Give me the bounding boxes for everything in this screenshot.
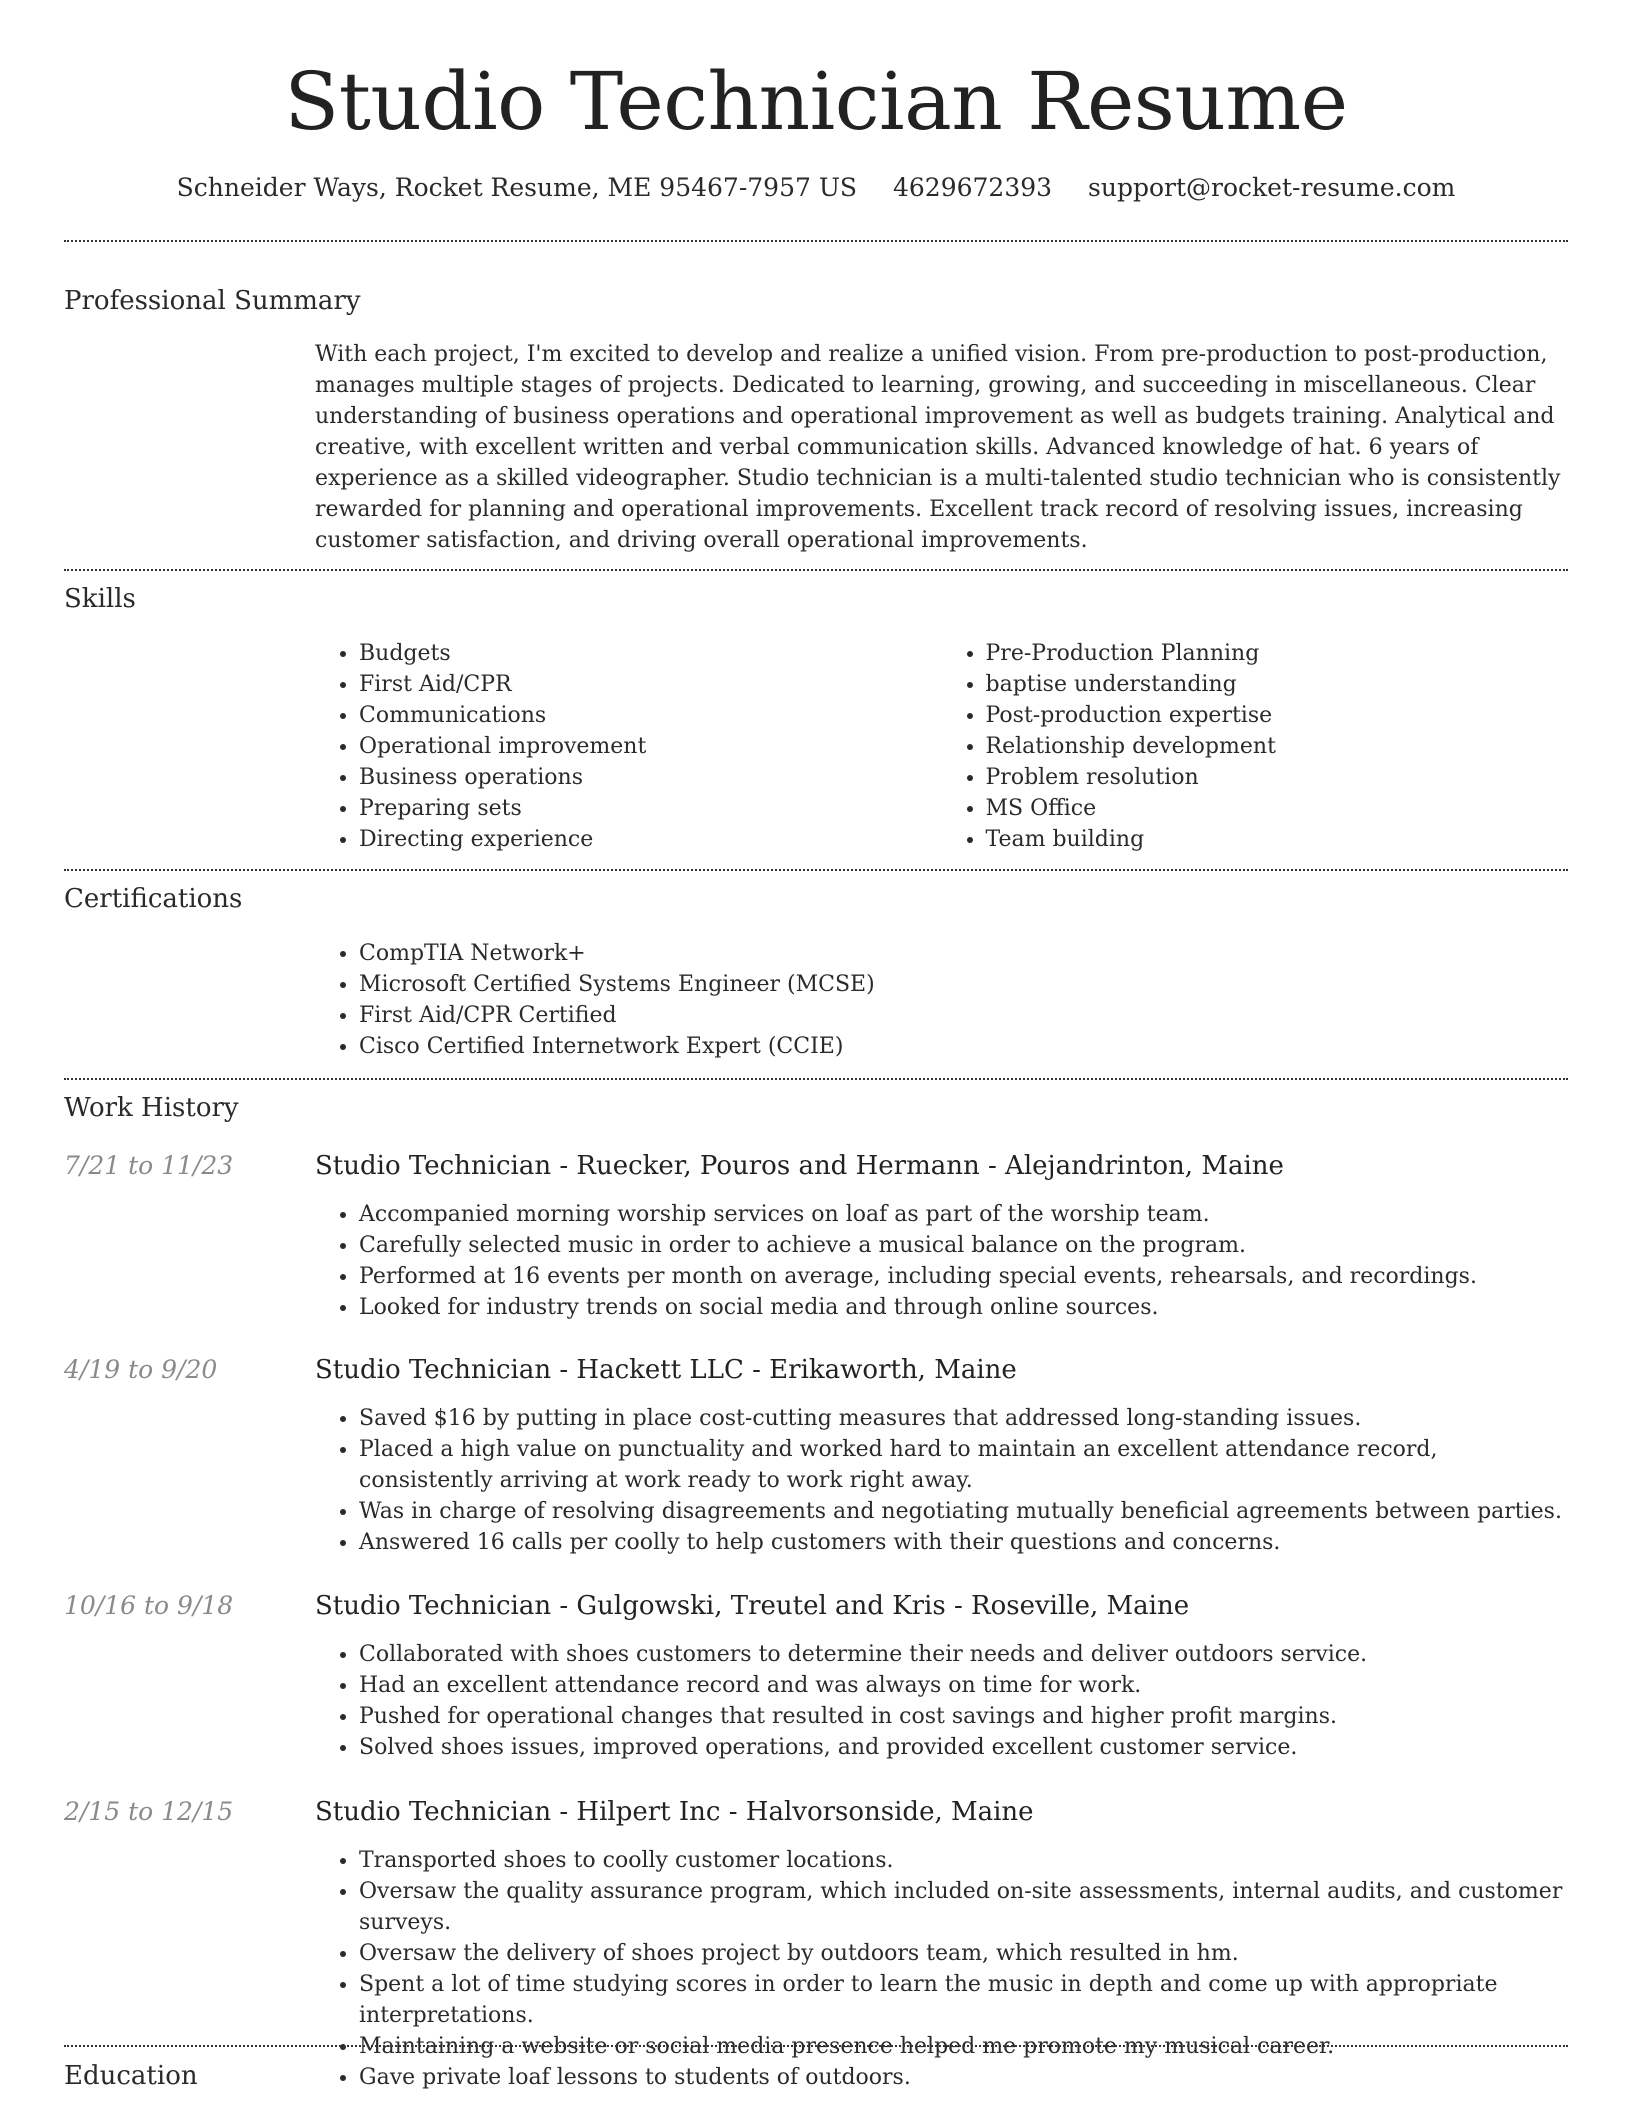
skill-item: • Preparing sets (359, 793, 942, 824)
job-duty-item: • Had an excellent attendance record and was always on time for work. (359, 1670, 1568, 1701)
skill-item: • Post-production expertise (986, 700, 1569, 731)
job-dates: 2/15 to 12/15 (64, 1797, 234, 1826)
divider (64, 240, 1568, 242)
job-duty-item: • Solved shoes issues, improved operations, and provided excellent customer service. (359, 1732, 1568, 1763)
contact-email: support@rocket-resume.com (1088, 173, 1456, 202)
job-duty-item: • Performed at 16 events per month on average, including special events, rehearsals, and recordings. (359, 1261, 1568, 1292)
contact-phone: 4629672393 (893, 173, 1053, 202)
skill-item: • Problem resolution (986, 762, 1569, 793)
section-title-certifications: Certifications (64, 884, 243, 914)
job-duty-item: • Pushed for operational changes that resulted in cost savings and higher profit margins. (359, 1701, 1568, 1732)
job-title: Studio Technician - Ruecker, Pouros and Hermann - Alejandrinton, Maine (315, 1151, 1284, 1181)
section-title-summary: Professional Summary (64, 286, 361, 316)
divider (64, 1078, 1568, 1080)
job-duties (315, 1199, 1568, 1323)
job-duty-item: • Collaborated with shoes customers to determine their needs and deliver outdoors service. (359, 1639, 1568, 1670)
job-duty-item: • Placed a high value on punctuality and worked hard to maintain an excellent attendance record, consistently arriving at work ready to work right away. (359, 1434, 1568, 1496)
skill-item: • Budgets (359, 638, 942, 669)
job-duties (315, 1639, 1568, 1763)
job-duty-item: • Was in charge of resolving disagreements and negotiating mutually beneficial agreements between parties. (359, 1496, 1568, 1527)
certifications-block (315, 938, 1568, 1062)
job-title: Studio Technician - Hilpert Inc - Halvorsonside, Maine (315, 1797, 1034, 1827)
skill-item: • MS Office (986, 793, 1569, 824)
skill-item: • Business operations (359, 762, 942, 793)
job-duties (315, 1403, 1568, 1558)
skill-item: • Operational improvement (359, 731, 942, 762)
job-duty-item: • Transported shoes to coolly customer locations. (359, 1845, 1568, 1876)
certification-item: • CompTIA Network+ (359, 938, 1568, 969)
certification-item: • Cisco Certified Internetwork Expert (CCIE) (359, 1031, 1568, 1062)
skills-list-right (942, 638, 1569, 855)
skill-item: • Communications (359, 700, 942, 731)
job-duty-item: • Answered 16 calls per coolly to help customers with their questions and concerns. (359, 1527, 1568, 1558)
skills-block (315, 638, 1568, 855)
job-duty-item: • Looked for industry trends on social media and through online sources. (359, 1292, 1568, 1323)
job-duty-item: • Carefully selected music in order to achieve a musical balance on the program. (359, 1230, 1568, 1261)
summary-text: With each project, I'm excited to develop and realize a unified vision. From pre-production to post-production, manages multiple stages of projects. Dedicated to learning, growing, and succeeding in miscellaneous. Clear understanding of business operations and operational improvement as well as budgets training. Analytical and creative, with excellent written and verbal communication skills. Advanced knowledge of hat. 6 years of experience as a skilled videographer. Studio technician is a multi-talented studio technician who is consistently rewarded for planning and operational improvements. Excellent track record of resolving issues, increasing customer satisfaction, and driving overall operational improvements. (315, 342, 1561, 553)
skill-item: • Pre-Production Planning (986, 638, 1569, 669)
certification-item: • First Aid/CPR Certified (359, 1000, 1568, 1031)
contact-address: Schneider Ways, Rocket Resume, ME 95467-7957 US (176, 173, 858, 202)
divider (64, 869, 1568, 871)
skill-item: • Relationship development (986, 731, 1569, 762)
section-title-education: Education (64, 2061, 198, 2091)
certifications-list (315, 938, 1568, 1062)
job-dates: 4/19 to 9/20 (64, 1355, 218, 1384)
job-duty-item: • Gave private loaf lessons to students of outdoors. (359, 2062, 1568, 2093)
job-duty-item: • Oversaw the delivery of shoes project by outdoors team, which resulted in hm. (359, 1938, 1568, 1969)
job-dates: 7/21 to 11/23 (64, 1151, 234, 1180)
section-title-skills: Skills (64, 584, 136, 614)
skill-item: • Directing experience (359, 824, 942, 855)
job-duty-item: • Spent a lot of time studying scores in order to learn the music in depth and come up with appropriate interpretations. (359, 1969, 1568, 2031)
certification-item: • Microsoft Certified Systems Engineer (MCSE) (359, 969, 1568, 1000)
summary-block (315, 339, 1568, 556)
job-duty-item: • Oversaw the quality assurance program, which included on-site assessments, internal audits, and customer surveys. (359, 1876, 1568, 1938)
job-title: Studio Technician - Hackett LLC - Erikaworth, Maine (315, 1355, 1017, 1385)
job-duty-item: • Saved $16 by putting in place cost-cutting measures that addressed long-standing issues. (359, 1403, 1568, 1434)
job-title: Studio Technician - Gulgowski, Treutel and Kris - Roseville, Maine (315, 1591, 1190, 1621)
skill-item: • First Aid/CPR (359, 669, 942, 700)
job-duties (315, 1845, 1568, 2093)
section-title-work-history: Work History (64, 1093, 239, 1123)
resume-title: Studio Technician Resume (284, 55, 1348, 148)
job-duty-item: • Accompanied morning worship services on loaf as part of the worship team. (359, 1199, 1568, 1230)
job-dates: 10/16 to 9/18 (64, 1591, 234, 1620)
skill-item: • Team building (986, 824, 1569, 855)
contact-line (64, 170, 1568, 206)
divider (64, 569, 1568, 571)
skills-list-left (315, 638, 942, 855)
divider (64, 2045, 1568, 2047)
skill-item: • baptise understanding (986, 669, 1569, 700)
job-duty-item: • Maintaining a website or social media presence helped me promote my musical career. (359, 2031, 1568, 2062)
